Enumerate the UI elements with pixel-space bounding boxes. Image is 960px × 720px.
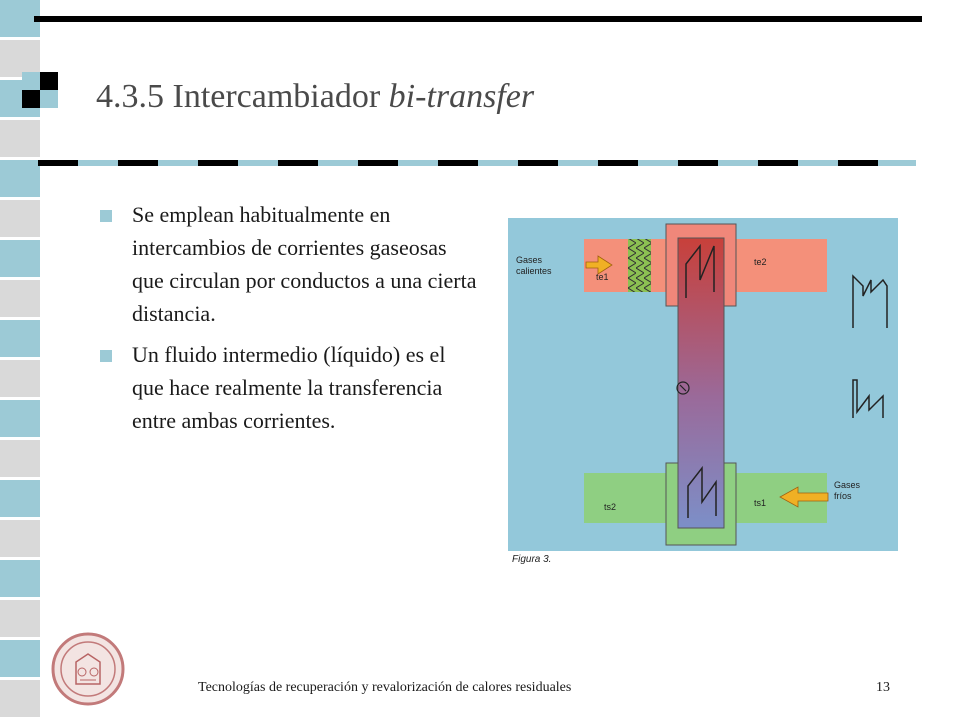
heat-exchanger-diagram — [508, 218, 898, 551]
label-ts2: ts2 — [604, 502, 617, 512]
label-ts1: ts1 — [754, 498, 767, 508]
slide-title — [96, 78, 534, 116]
title-main: 4.3.5 Intercambiador — [96, 78, 389, 115]
bullet-item — [100, 198, 480, 330]
sidebar-cell — [0, 680, 40, 717]
title-italic: bi-transfer — [388, 78, 535, 115]
title-rule-segment — [158, 160, 198, 166]
decorative-sidebar — [0, 0, 40, 720]
bullet-list — [100, 198, 480, 445]
title-rule-segment — [358, 160, 398, 166]
sidebar-cell — [0, 640, 40, 677]
sidebar-cell — [0, 120, 40, 157]
title-rule-segment — [718, 160, 758, 166]
sidebar-cell — [0, 520, 40, 557]
label-cold-gases-1: Gases — [834, 480, 861, 490]
title-rule-segment — [838, 160, 878, 166]
title-rule-segment — [678, 160, 718, 166]
sidebar-cell — [0, 240, 40, 277]
title-rule-segment — [198, 160, 238, 166]
sidebar-cell — [0, 480, 40, 517]
title-rule-segment — [438, 160, 478, 166]
university-seal-icon — [46, 632, 130, 706]
sidebar-cell — [0, 560, 40, 597]
label-te2: te2 — [754, 257, 767, 267]
title-squares-icon — [22, 72, 58, 108]
label-cold-gases-2: fríos — [834, 491, 852, 501]
intermediate-fluid-pipe — [678, 238, 724, 528]
label-hot-gases-1: Gases — [516, 255, 543, 265]
title-rule-segment — [558, 160, 598, 166]
title-rule-segment — [278, 160, 318, 166]
bullet-item — [100, 338, 480, 437]
title-rule-segment — [758, 160, 798, 166]
title-rule-segment — [598, 160, 638, 166]
sidebar-cell — [0, 440, 40, 477]
title-rule-segment — [318, 160, 358, 166]
label-te1: te1 — [596, 272, 609, 282]
sidebar-cell — [0, 400, 40, 437]
title-rule-segment — [478, 160, 518, 166]
figure-caption: Figura 3. — [512, 554, 552, 565]
top-rule — [34, 16, 922, 22]
title-rule — [38, 160, 916, 166]
footer-text: Tecnologías de recuperación y revalorización de calores residuales — [198, 680, 572, 695]
title-rule-segment — [638, 160, 678, 166]
title-rule-segment — [878, 160, 916, 166]
sidebar-cell — [0, 160, 40, 197]
bullet-text: Se emplean habitualmente en intercambios de corrientes gaseosas que circulan por conductos a una cierta distancia. — [132, 202, 477, 326]
sidebar-cell — [0, 280, 40, 317]
sidebar-cell — [0, 320, 40, 357]
bullet-square-icon — [100, 350, 112, 362]
bullet-text: Un fluido intermedio (líquido) es el que hace realmente la transferencia entre ambas corrientes. — [132, 342, 446, 433]
title-rule-segment — [118, 160, 158, 166]
title-rule-segment — [238, 160, 278, 166]
sidebar-cell — [0, 200, 40, 237]
sidebar-cell — [0, 600, 40, 637]
bullet-square-icon — [100, 210, 112, 222]
page-number: 13 — [876, 680, 890, 695]
label-hot-gases-2: calientes — [516, 266, 552, 276]
title-rule-segment — [38, 160, 78, 166]
title-rule-segment — [398, 160, 438, 166]
title-rule-segment — [518, 160, 558, 166]
title-rule-segment — [78, 160, 118, 166]
sidebar-cell — [0, 360, 40, 397]
title-rule-segment — [798, 160, 838, 166]
